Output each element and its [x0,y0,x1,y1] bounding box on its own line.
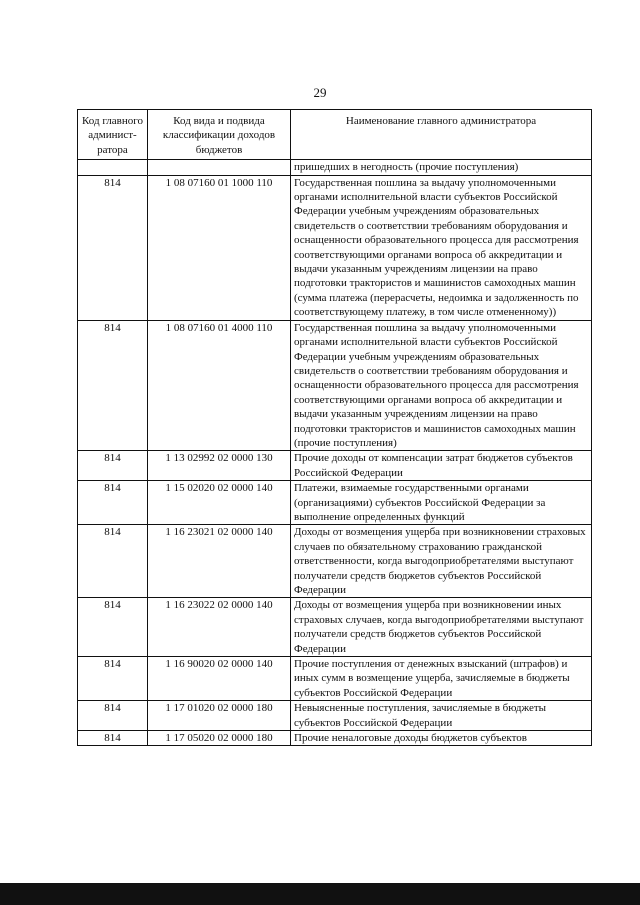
classification-code-cell: 1 13 02992 02 0000 130 [148,451,291,481]
header-classification-code: Код вида и подвида классификации доходов бюджетов [148,110,291,160]
table-row [78,525,592,598]
admin-name-cell: Государственная пошлина за выдачу уполномоченными органами исполнительной власти субъектов Российской Федерации учебным учреждениям образовательных свидетельств о соответствии требованиям оборудования и оснащенности образовательного процесса для рассмотрения соответствующими органами вопроса об аккредитации и выдачи указанным учреждениям лицензии на право подготовки трактористов и машинистов самоходных машин (прочие поступления) [291,320,592,451]
table-row [78,160,592,175]
scan-bottom-border [0,883,640,905]
classification-code-cell [148,160,291,175]
table-header-row [78,110,592,160]
table-row [78,657,592,701]
admin-code-cell: 814 [78,451,148,481]
classification-code-cell: 1 17 05020 02 0000 180 [148,731,291,746]
classification-code-cell: 1 16 23022 02 0000 140 [148,598,291,657]
table-row [78,701,592,731]
admin-code-cell: 814 [78,175,148,320]
admin-name-cell: Платежи, взимаемые государственными органами (организациями) субъектов Российской Федерации за выполнение определенных функций [291,481,592,525]
admin-code-cell: 814 [78,701,148,731]
table-row [78,731,592,746]
admin-code-cell: 814 [78,320,148,451]
admin-code-cell: 814 [78,598,148,657]
admin-name-cell: пришедших в негодность (прочие поступления) [291,160,592,175]
admin-name-cell: Невыясненные поступления, зачисляемые в бюджеты субъектов Российской Федерации [291,701,592,731]
admin-code-cell [78,160,148,175]
table-row [78,451,592,481]
table-row [78,598,592,657]
classification-code-cell: 1 15 02020 02 0000 140 [148,481,291,525]
admin-name-cell: Доходы от возмещения ущерба при возникновении иных страховых случаев, когда выгодоприобретателями выступают получатели средств бюджетов субъектов Российской Федерации [291,598,592,657]
admin-name-cell: Прочие поступления от денежных взысканий (штрафов) и иных сумм в возмещение ущерба, зачисляемые в бюджеты субъектов Российской Федерации [291,657,592,701]
classification-code-cell: 1 17 01020 02 0000 180 [148,701,291,731]
admin-code-cell: 814 [78,525,148,598]
header-admin-code: Код главного админист-ратора [78,110,148,160]
classification-code-cell: 1 16 90020 02 0000 140 [148,657,291,701]
admin-code-cell: 814 [78,657,148,701]
admin-name-cell: Доходы от возмещения ущерба при возникновении страховых случаев по обязательному страхованию гражданской ответственности, когда выгодоприобретателями выступают получатели средств бюджетов субъектов Российской Федерации [291,525,592,598]
page-number: 29 [313,85,327,100]
admin-name-cell: Прочие доходы от компенсации затрат бюджетов субъектов Российской Федерации [291,451,592,481]
admin-name-cell: Государственная пошлина за выдачу уполномоченными органами исполнительной власти субъектов Российской Федерации учебным учреждениям образовательных свидетельств о соответствии требованиям оборудования и оснащенности образовательного процесса для рассмотрения соответствующими органами вопроса об аккредитации и выдачи указанным учреждениям лицензии на право подготовки трактористов и машинистов самоходных машин (сумма платежа (перерасчеты, недоимка и задолженность по соответствующему платежу, в том числе отмененному)) [291,175,592,320]
classification-code-cell: 1 08 07160 01 4000 110 [148,320,291,451]
admin-code-cell: 814 [78,481,148,525]
table-row [78,175,592,320]
classification-code-cell: 1 16 23021 02 0000 140 [148,525,291,598]
table-row [78,320,592,451]
admin-code-cell: 814 [78,731,148,746]
header-admin-name: Наименование главного администратора [291,110,592,160]
table-row [78,481,592,525]
admin-name-cell: Прочие неналоговые доходы бюджетов субъектов [291,731,592,746]
classification-code-cell: 1 08 07160 01 1000 110 [148,175,291,320]
budget-revenue-table [77,109,592,746]
